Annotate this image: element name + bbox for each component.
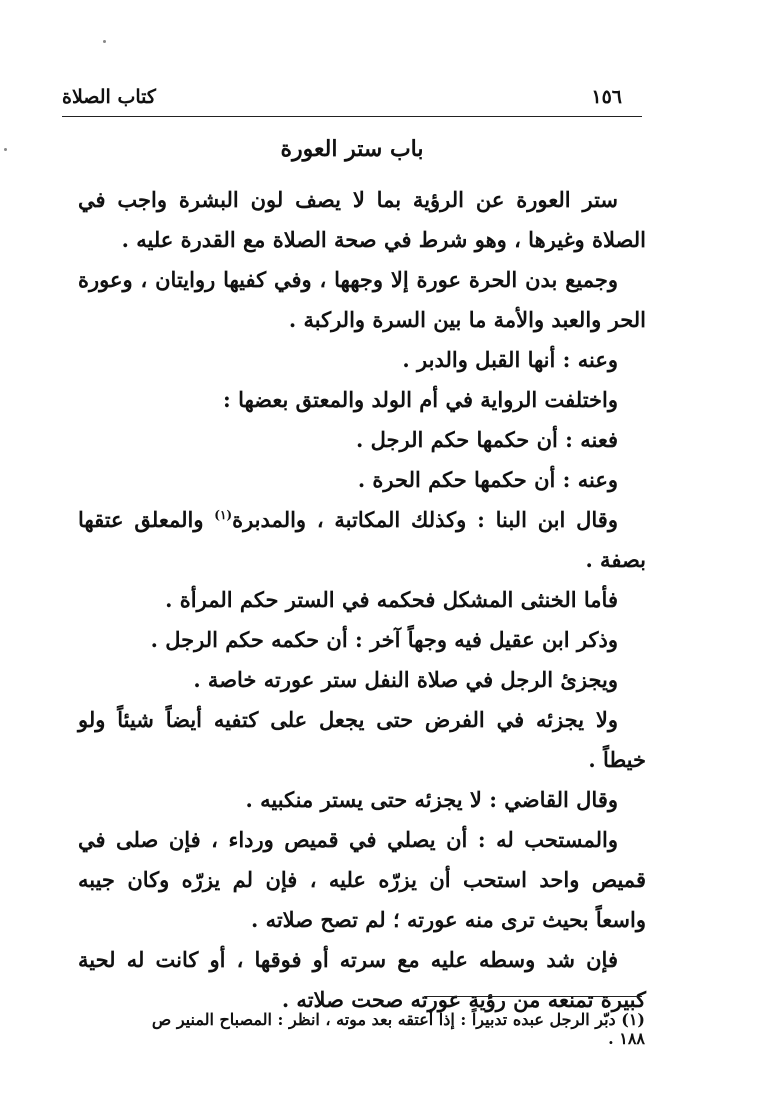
- scan-speck: [4, 148, 7, 151]
- footnote-rule: [424, 996, 642, 997]
- paragraph-9: وذكر ابن عقيل فيه وجهاً آخر : أن حكمه حكم الرجل .: [150, 627, 618, 652]
- paragraph-2: وجميع بدن الحرة عورة إلا وجهها ، وفي كفيها روايتان ، وعورة الحر والعبد والأمة ما بين السرة والركبة .: [78, 267, 646, 332]
- paragraph-7: [78, 500, 646, 580]
- paragraph-4: واختلفت الرواية في أم الولد والمعتق بعضها :: [223, 387, 618, 412]
- page-number: ١٥٦: [591, 86, 622, 108]
- paragraph-5: فعنه : أن حكمها حكم الرجل .: [355, 427, 618, 452]
- paragraph-11: ولا يجزئه في الفرض حتى يجعل على كتفيه أيضاً شيئاً ولو خيطاً .: [78, 707, 646, 772]
- paragraph-3: وعنه : أنها القبل والدبر .: [402, 347, 618, 372]
- header-rule: [62, 116, 642, 117]
- paragraph-10: ويجزئ الرجل في صلاة النفل ستر عورته خاصة .: [193, 667, 618, 692]
- paragraph-14: فإن شد وسطه عليه مع سرته أو فوقها ، أو كانت له لحية كبيرة تمنعه من رؤية عورته صحت صلاته .: [78, 947, 646, 1012]
- footnote: (١) دبّر الرجل عبده تدبيراً : إذا أعتقه بعد موته ، انظر : المصباح المنير ص ١٨٨ .: [151, 1010, 645, 1048]
- body-text: [78, 180, 646, 1020]
- chapter-title: باب ستر العورة: [280, 136, 424, 162]
- paragraph-6: وعنه : أن حكمها حكم الحرة .: [357, 467, 618, 492]
- paragraph-1: ستر العورة عن الرؤية بما لا يصف لون البشرة واجب في الصلاة وغيرها ، وهو شرط في صحة الصلاة مع القدرة عليه .: [78, 187, 646, 252]
- running-header: [62, 84, 642, 114]
- paragraph-13: والمستحب له : أن يصلي في قميص ورداء ، فإن صلى في قميص واحد استحب أن يزرّه عليه ، فإن لم يزرّه وكان جيبه واسعاً بحيث ترى منه عورته ؛ لم تصح صلاته .: [78, 827, 646, 932]
- footnote-marker[interactable]: (١): [214, 508, 233, 522]
- paragraph-12: وقال القاضي : لا يجزئه حتى يستر منكبيه .: [245, 787, 618, 812]
- scan-speck: [103, 40, 106, 43]
- paragraph-8: فأما الخنثى المشكل فحكمه في الستر حكم المرأة .: [165, 587, 618, 612]
- book-title: كتاب الصلاة: [62, 86, 156, 108]
- paragraph-7-rest: والمعلق عتقها بصفة .: [78, 507, 646, 572]
- paragraph-7-text: وقال ابن البنا : وكذلك المكاتبة ، والمدبرة: [232, 507, 618, 532]
